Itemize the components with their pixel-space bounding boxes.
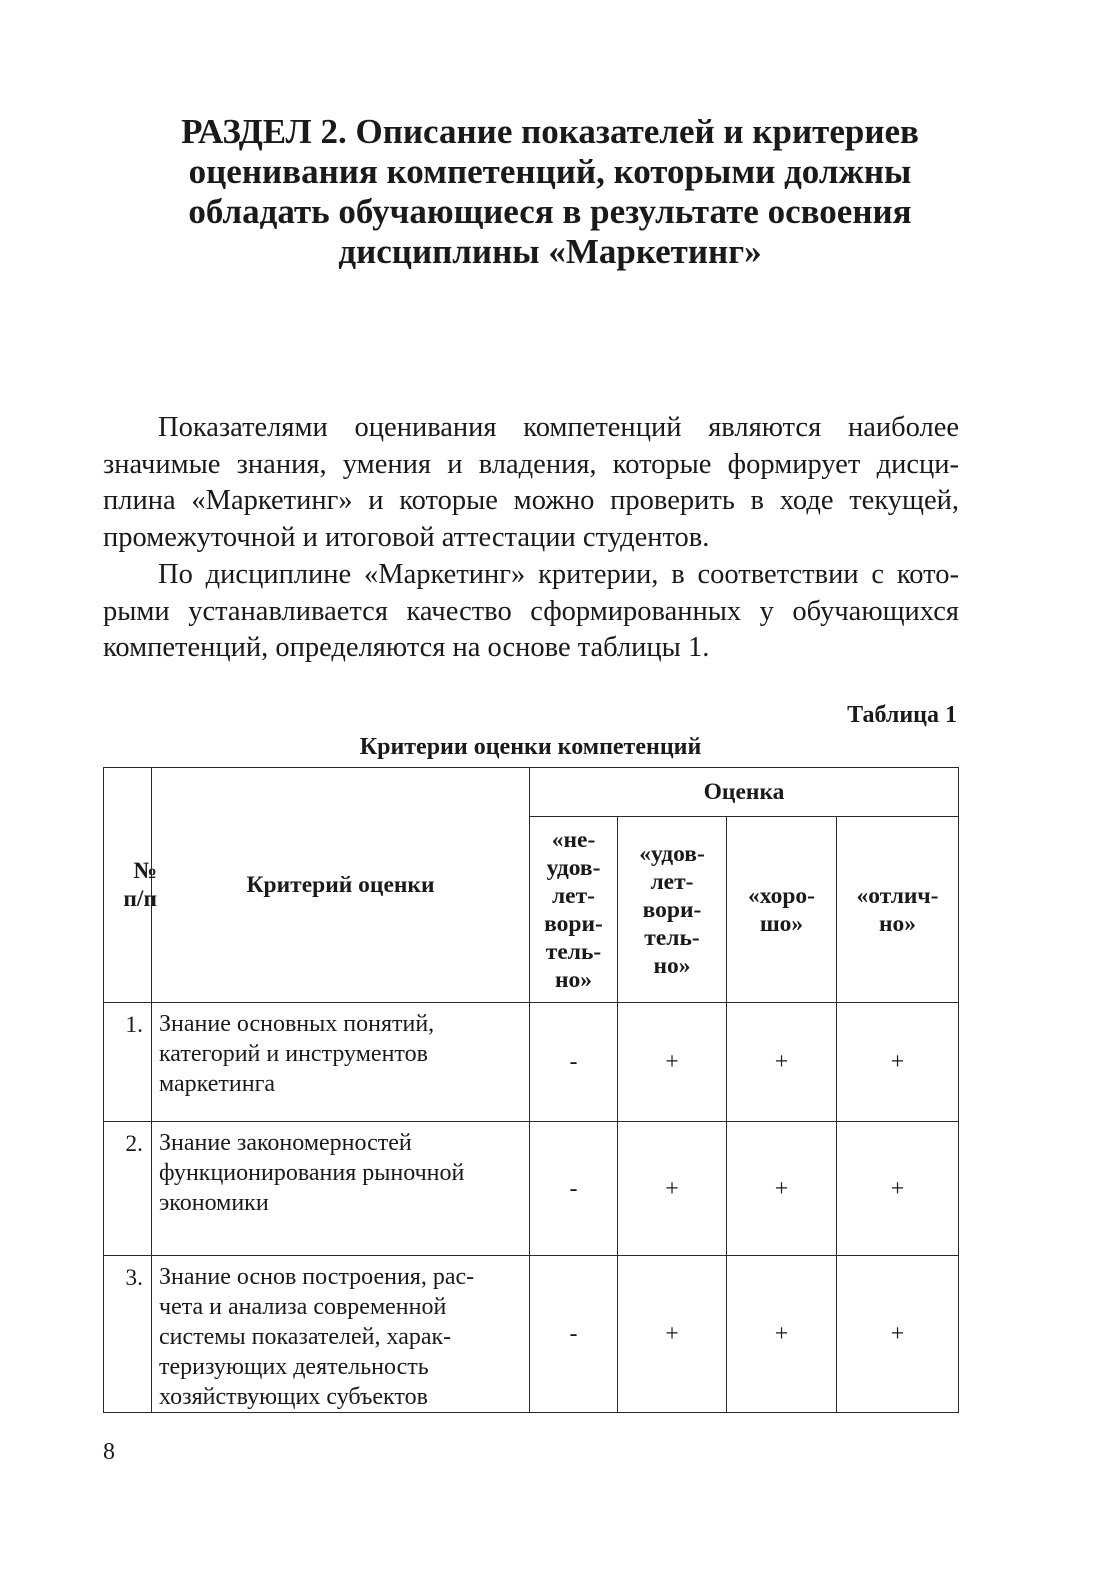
criterion-text: Знание основ построения, рас- чета и анализа современной системы показателей, харак- теризующих деятельность хозяйствующих субъектов <box>152 1256 530 1413</box>
header-grade-excellent: «отлич- но» <box>837 817 959 1003</box>
mark-excellent: + <box>837 1122 959 1256</box>
criteria-table <box>103 767 959 1413</box>
mark-unsatisfactory: - <box>530 1122 618 1256</box>
header-grade-satisfactory: «удов- лет- вори- тель- но» <box>618 817 727 1003</box>
criterion-text: Знание основных понятий, категорий и инструментов маркетинга <box>152 1003 530 1122</box>
table-row <box>104 1122 959 1256</box>
paragraph-line: Показателями оценивания компетенций являются наиболее <box>158 412 959 443</box>
criterion-text: Знание закономерностей функционирования рыночной экономики <box>152 1122 530 1256</box>
row-number: 1. <box>104 1003 152 1122</box>
paragraph-line: плина «Маркетинг» и которые можно проверить в ходе текущей, <box>103 485 959 516</box>
mark-excellent: + <box>837 1256 959 1413</box>
mark-excellent: + <box>837 1003 959 1122</box>
section-heading <box>110 112 990 272</box>
table-row <box>104 1256 959 1413</box>
mark-satisfactory: + <box>618 1122 727 1256</box>
paragraph-criteria <box>103 557 959 667</box>
mark-unsatisfactory: - <box>530 1256 618 1413</box>
heading-line: РАЗДЕЛ 2. Описание показателей и критериев <box>181 112 919 151</box>
paragraph-line: компетенций, определяются на основе таблицы 1. <box>103 632 710 663</box>
mark-satisfactory: + <box>618 1256 727 1413</box>
paragraph-line: значимые знания, умения и владения, которые формирует дисци- <box>103 448 959 480</box>
mark-good: + <box>727 1122 837 1256</box>
header-number: № п/п <box>104 768 152 1003</box>
header-criterion: Критерий оценки <box>152 768 530 1003</box>
paragraph-line: промежуточной и итоговой аттестации студентов. <box>103 521 710 553</box>
mark-satisfactory: + <box>618 1003 727 1122</box>
header-grade-good: «хоро- шо» <box>727 817 837 1003</box>
paragraph-line: По дисциплине «Маркетинг» критерии, в соответствии с кото- <box>158 559 959 590</box>
header-grade-unsatisfactory: «не- удов- лет- вори- тель- но» <box>530 817 618 1003</box>
mark-good: + <box>727 1003 837 1122</box>
mark-good: + <box>727 1256 837 1413</box>
header-grade-group: Оценка <box>530 768 959 817</box>
table-number-label: Таблица 1 <box>847 702 957 728</box>
heading-line: дисциплины «Маркетинг» <box>338 232 762 271</box>
table-row <box>104 1003 959 1122</box>
heading-line: оценивания компетенций, которыми должны <box>188 152 912 191</box>
row-number: 2. <box>104 1122 152 1256</box>
paragraph-indicators <box>103 410 959 556</box>
mark-unsatisfactory: - <box>530 1003 618 1122</box>
table-caption: Критерии оценки компетенций <box>359 734 702 760</box>
page-number: 8 <box>103 1439 115 1465</box>
heading-line: обладать обучающиеся в результате освоения <box>188 192 912 231</box>
row-number: 3. <box>104 1256 152 1413</box>
paragraph-line: рыми устанавливается качество сформированных у обучающихся <box>103 595 959 627</box>
